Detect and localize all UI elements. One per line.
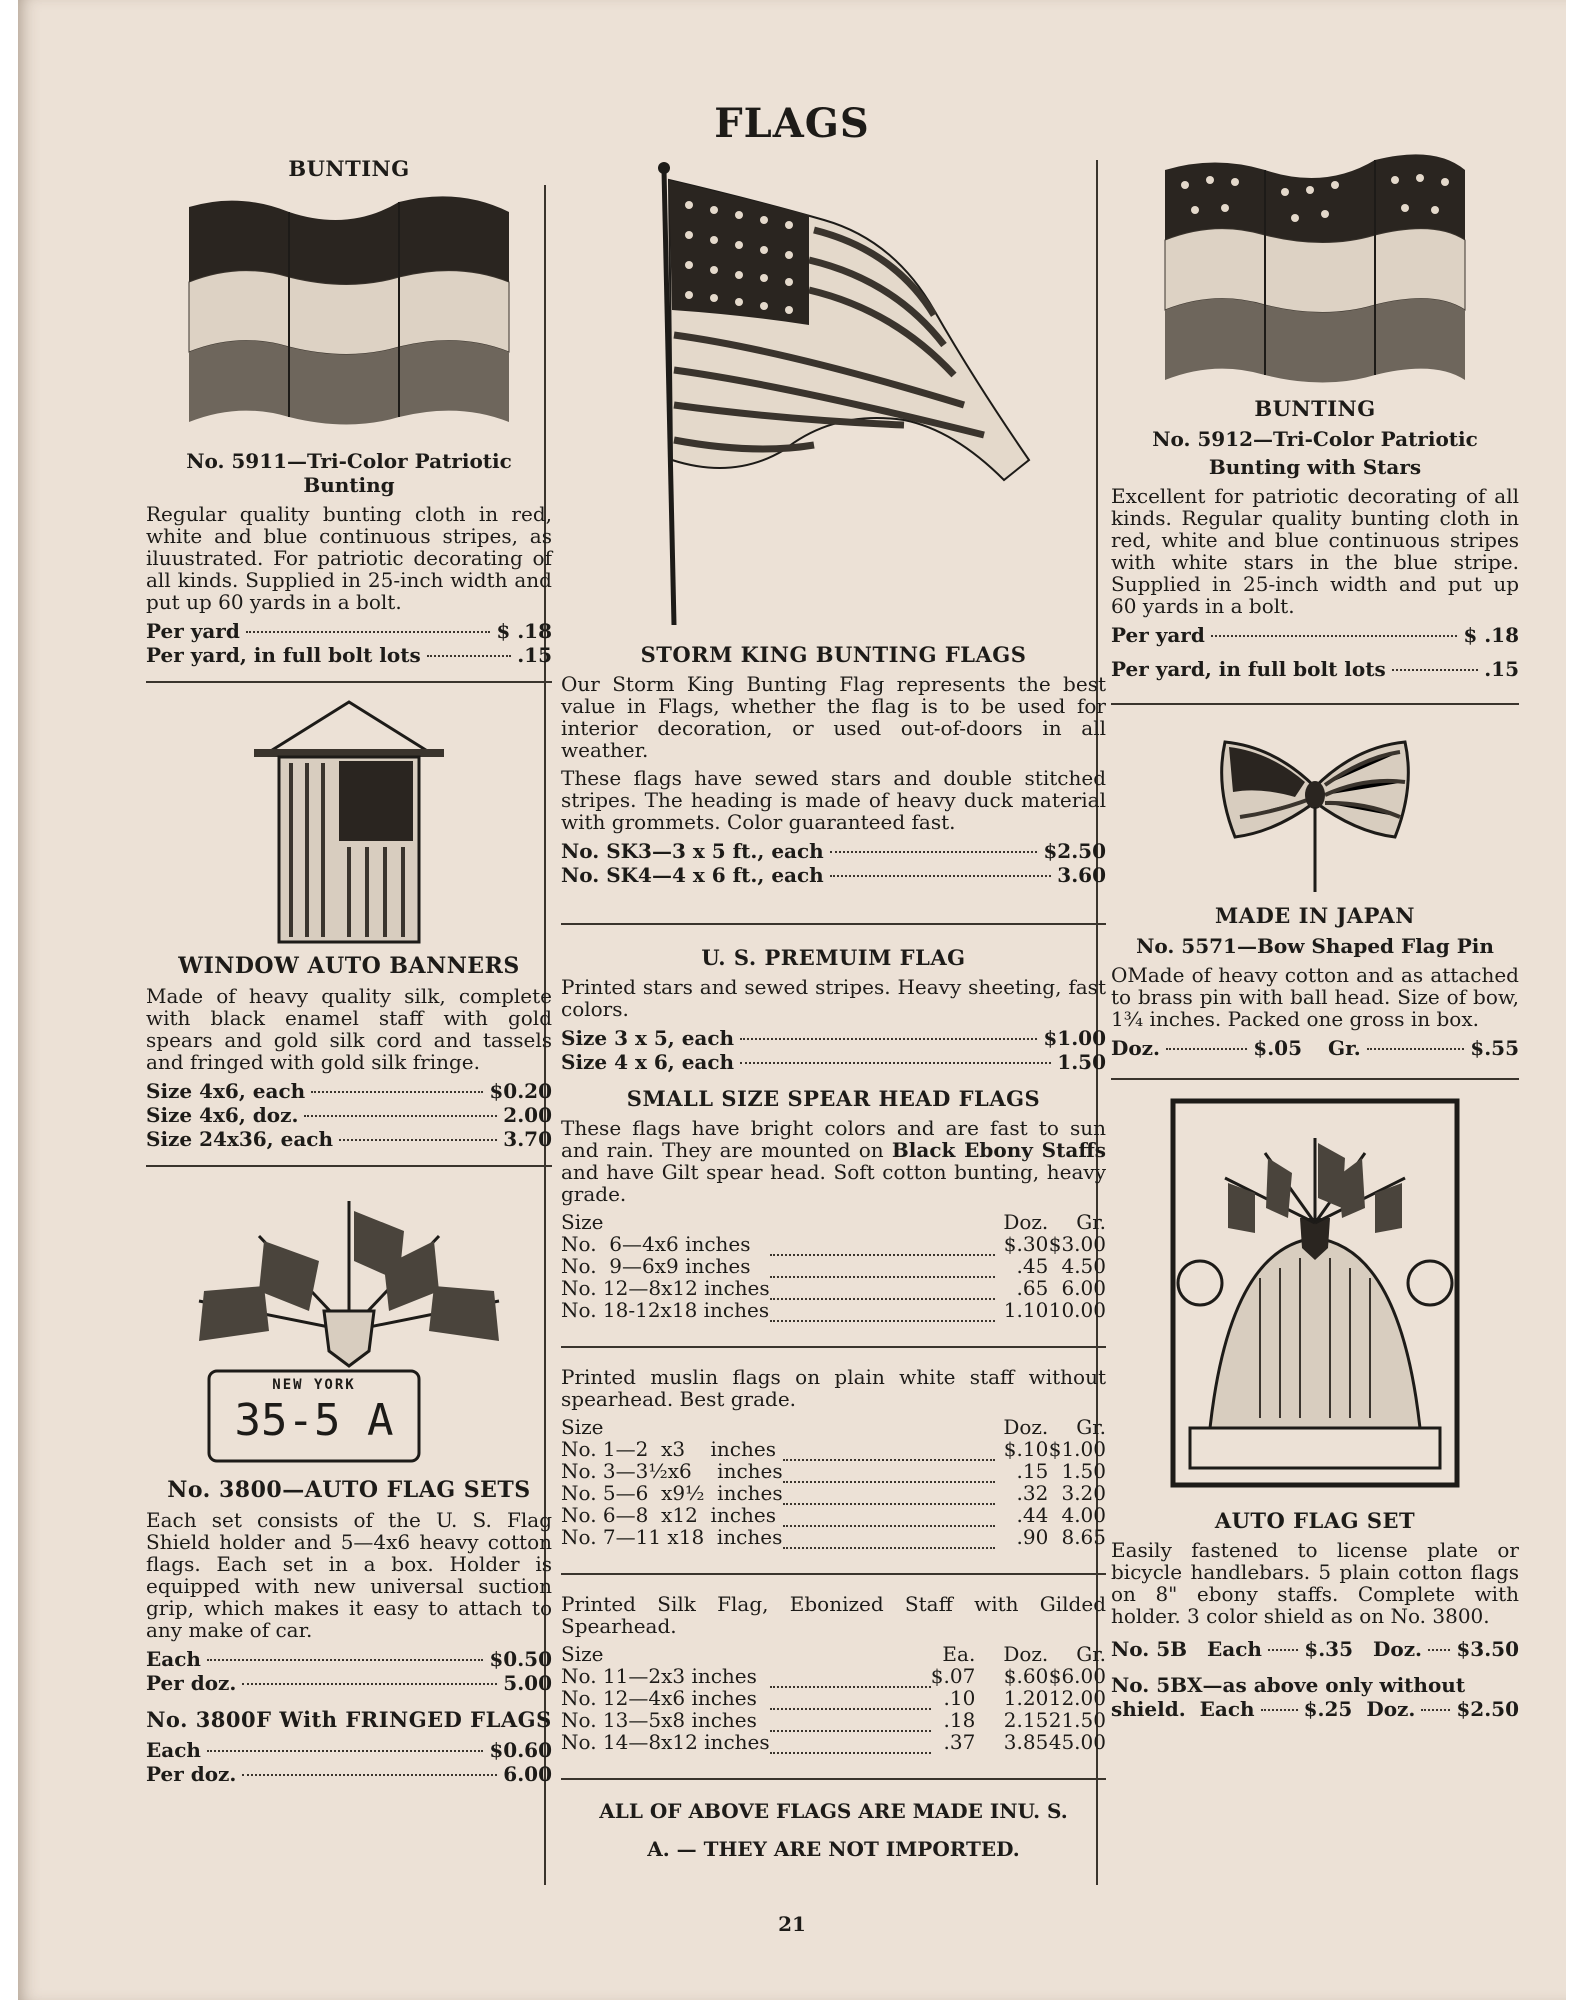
price-value: $1.00: [1043, 1026, 1106, 1050]
price-label: Size 3 x 5, each: [561, 1026, 735, 1050]
table-cell: 12.00: [1048, 1686, 1106, 1710]
page-title: FLAGS: [714, 100, 870, 147]
leader-dots: [740, 1038, 1037, 1040]
tricolor-bunting-image: [179, 187, 519, 437]
table-cell: .15: [1016, 1459, 1049, 1483]
item-5571-description: OMade of heavy cotton and as attached to brass pin with ball head. Size of bow, 1¾ inches. Packed one gross in box.: [1111, 963, 1519, 1031]
price-row: [146, 1647, 552, 1671]
price-label: Each: [146, 1647, 201, 1671]
price-row: [1366, 1697, 1519, 1721]
price-value: $0.50: [489, 1647, 552, 1671]
leader-dots: [1392, 669, 1478, 671]
price-label: Gr.: [1328, 1036, 1361, 1060]
price-label: Each: [1199, 1697, 1255, 1721]
table-cell: $6.00: [1048, 1664, 1106, 1688]
col-header: Doz.: [1003, 1210, 1049, 1234]
auto-flag-set-description: Easily fastened to license plate or bicycle handlebars. 5 plain cotton flags on 8" ebony staffs. Complete with holder. 3 color shield as on No. 3800.: [1111, 1538, 1519, 1628]
leader-dots: [1428, 1649, 1450, 1651]
spear-head-flags-heading: SMALL SIZE SPEAR HEAD FLAGS: [626, 1086, 1041, 1111]
price-value: $2.50: [1043, 839, 1106, 863]
footer-notice-line-1: ALL OF ABOVE FLAGS ARE MADE INU. S.: [599, 1799, 1068, 1823]
table-cell: .65: [1016, 1276, 1049, 1300]
col-header: Size: [561, 1210, 604, 1234]
price-label: Doz.: [1366, 1697, 1416, 1721]
price-label: Each: [146, 1738, 201, 1762]
price-row: [1328, 1036, 1519, 1060]
item-5912-title-line-1: No. 5912—Tri-Color Patriotic: [1152, 427, 1478, 451]
table-cell: No. 18-12x18 inches: [561, 1298, 770, 1322]
table-cell: .32: [1016, 1481, 1049, 1505]
column-right: [1111, 150, 1519, 1721]
table-row: [561, 1482, 1106, 1504]
price-value: 2.00: [503, 1103, 552, 1127]
table-cell: $.07: [930, 1664, 976, 1688]
column-center: [561, 160, 1106, 1868]
price-value: .15: [517, 643, 552, 667]
table-cell: 6.00: [1061, 1276, 1106, 1300]
price-value: $.05: [1253, 1036, 1302, 1060]
price-row: [1207, 1637, 1353, 1661]
section-divider: [561, 1573, 1106, 1575]
section-divider: [146, 1165, 552, 1167]
item-5b-number: No. 5B: [1111, 1637, 1188, 1661]
table-cell: $1.00: [1048, 1437, 1106, 1461]
table-cell: 3.85: [1003, 1730, 1049, 1754]
price-value: $ .18: [496, 619, 552, 643]
price-label: No. SK4—4 x 6 ft., each: [561, 863, 824, 887]
table-cell: .45: [1016, 1254, 1049, 1278]
item-5571-title: No. 5571—Bow Shaped Flag Pin: [1136, 934, 1494, 958]
price-value: 6.00: [503, 1762, 552, 1786]
auto-flag-set-illustration: [1170, 1098, 1460, 1488]
spear-desc-part-b: Black Ebony Staffs: [891, 1138, 1106, 1162]
window-auto-banners-heading: WINDOW AUTO BANNERS: [178, 953, 520, 979]
muslin-flags-table: [561, 1416, 1106, 1549]
table-row: [561, 1504, 1106, 1526]
table-row: [561, 1687, 1106, 1709]
price-row: [146, 1079, 552, 1103]
price-value: 5.00: [503, 1671, 552, 1695]
table-cell: .44: [1016, 1503, 1049, 1527]
leader-dots: [427, 655, 511, 657]
table-cell: 45.00: [1048, 1730, 1106, 1754]
item-5bx-prices: [1111, 1697, 1519, 1721]
auto-flag-set-heading: AUTO FLAG SET: [1214, 1508, 1416, 1533]
table-cell: No. 3—3½x6 inches: [561, 1459, 783, 1483]
table-row: [561, 1526, 1106, 1548]
table-cell: No. 12—4x6 inches: [561, 1686, 757, 1710]
table-cell: No. 5—6 x9½ inches: [561, 1481, 783, 1505]
column-left: [146, 150, 552, 1786]
table-cell: No. 7—11 x18 inches: [561, 1525, 783, 1549]
table-cell: $3.00: [1048, 1232, 1106, 1256]
price-value: $ .18: [1463, 623, 1519, 647]
table-header: [561, 1416, 1106, 1438]
col-header: Doz.: [1003, 1415, 1049, 1439]
table-cell: .37: [943, 1730, 976, 1754]
table-cell: $.60: [1003, 1664, 1049, 1688]
price-label: Per yard: [1111, 623, 1205, 647]
price-value: 1.50: [1057, 1050, 1106, 1074]
price-label: Each: [1207, 1637, 1262, 1661]
table-row: [561, 1299, 1106, 1321]
leader-dots: [242, 1774, 497, 1776]
spear-head-flags-description: [561, 1117, 1106, 1205]
price-value: .15: [1484, 657, 1519, 681]
storm-king-description-1: Our Storm King Bunting Flag represents the best value in Flags, whether the flag is to be used for interior decoration, or used out-of-doors in all weather.: [561, 672, 1106, 762]
table-cell: No. 12—8x12 inches: [561, 1276, 770, 1300]
section-divider: [146, 681, 552, 683]
table-row: [561, 1709, 1106, 1731]
item-3800-title: No. 3800—AUTO FLAG SETS: [167, 1477, 531, 1503]
premium-flag-heading: U. S. PREMUIM FLAG: [701, 945, 966, 970]
leader-dots: [1211, 635, 1457, 637]
table-row: [561, 1255, 1106, 1277]
table-cell: 1.20: [1003, 1686, 1049, 1710]
price-value: $.25: [1303, 1697, 1353, 1721]
table-cell: No. 1—2 x3 inches: [561, 1437, 776, 1461]
price-label: Size 4x6, each: [146, 1079, 306, 1103]
price-label: Size 4x6, doz.: [146, 1103, 299, 1127]
section-divider: [561, 923, 1106, 925]
table-cell: No. 6—4x6 inches: [561, 1232, 751, 1256]
table-cell: 4.00: [1061, 1503, 1106, 1527]
price-value: $0.20: [489, 1079, 552, 1103]
leader-dots: [304, 1115, 497, 1117]
price-row: [146, 1762, 552, 1786]
bunting-heading: BUNTING: [288, 156, 410, 181]
storm-king-flag-image: [634, 160, 1034, 630]
table-row: [561, 1731, 1106, 1753]
table-cell: 8.65: [1061, 1525, 1106, 1549]
storm-king-description-2: These flags have sewed stars and double stitched stripes. The heading is made of heavy duck material with grommets. Color guaranteed fast.: [561, 766, 1106, 834]
leader-dots: [246, 631, 490, 633]
table-cell: 1.10: [1003, 1298, 1049, 1322]
window-auto-banners-description: Made of heavy quality silk, complete with black enamel staff with gold spears and gold silk cord and tassels and fringed with gold silk fringe.: [146, 984, 552, 1074]
item-5911-description: Regular quality bunting cloth in red, white and blue continuous stripes, as iluustrated. For patriotic decorating of all kinds. Supplied in 25-inch width and put up 60 yards in a bolt.: [146, 502, 552, 614]
item-5912-title-line-2: Bunting with Stars: [1208, 455, 1422, 479]
price-row: [146, 643, 552, 667]
table-cell: 4.50: [1061, 1254, 1106, 1278]
table-header: [561, 1643, 1106, 1665]
col-header: Doz.: [1003, 1642, 1049, 1666]
item-5bx-line: No. 5BX—as above only without: [1111, 1673, 1466, 1697]
leader-dots: [207, 1659, 483, 1661]
col-header: Size: [561, 1415, 604, 1439]
col-header: Size: [561, 1642, 604, 1666]
price-label: No. SK3—3 x 5 ft., each: [561, 839, 824, 863]
leader-dots: [1268, 1649, 1298, 1651]
leader-dots: [242, 1683, 497, 1685]
price-label: Per yard, in full bolt lots: [1111, 657, 1386, 681]
price-row: [146, 1738, 552, 1762]
price-row: [1373, 1637, 1519, 1661]
table-row: [561, 1665, 1106, 1687]
price-label: Doz.: [1111, 1036, 1161, 1060]
catalog-page: [18, 0, 1566, 2000]
table-cell: 1.50: [1061, 1459, 1106, 1483]
table-cell: No. 6—8 x12 inches: [561, 1503, 776, 1527]
spear-desc-part-a: These flags have bright colors and are fast to sun and rain. They are mounted on: [561, 1116, 1106, 1162]
price-row: [146, 619, 552, 643]
price-value: $0.60: [489, 1738, 552, 1762]
leader-dots: [830, 851, 1038, 853]
leader-dots: [830, 875, 1052, 877]
page-number: 21: [778, 1912, 806, 1936]
silk-flags-description: Printed Silk Flag, Ebonized Staff with Gilded Spearhead.: [561, 1592, 1106, 1638]
muslin-flags-description: Printed muslin flags on plain white staff without spearhead. Best grade.: [561, 1365, 1106, 1411]
table-header: [561, 1211, 1106, 1233]
leader-dots: [1367, 1048, 1465, 1050]
window-banner-image: [249, 697, 449, 947]
section-divider: [561, 1346, 1106, 1348]
table-cell: 10.00: [1048, 1298, 1106, 1322]
item-3800-description: Each set consists of the U. S. Flag Shield holder and 5—4x6 heavy cotton flags. Each set in a box. Holder is equipped with new universal suction grip, which makes it easy to attach to any make of car.: [146, 1508, 552, 1642]
leader-dots: [311, 1091, 483, 1093]
item-3800f-title: No. 3800F With FRINGED FLAGS: [146, 1707, 552, 1732]
table-cell: No. 14—8x12 inches: [561, 1730, 770, 1754]
price-row: [561, 1050, 1106, 1074]
table-cell: .90: [1016, 1525, 1049, 1549]
leader-dots: [1421, 1709, 1450, 1711]
price-pair: [1111, 1036, 1519, 1060]
auto-flag-set-image: [169, 1181, 529, 1471]
table-cell: $.10: [1003, 1437, 1049, 1461]
price-label: Size 4 x 6, each: [561, 1050, 735, 1074]
table-cell: No. 9—6x9 inches: [561, 1254, 751, 1278]
made-in-japan-heading: MADE IN JAPAN: [1215, 903, 1415, 928]
leader-dots: [207, 1750, 483, 1752]
price-row: [1111, 657, 1519, 681]
price-label: Per yard, in full bolt lots: [146, 643, 421, 667]
silk-flags-table: [561, 1643, 1106, 1754]
price-row: [146, 1103, 552, 1127]
spear-head-flags-table: [561, 1211, 1106, 1322]
table-row: [561, 1460, 1106, 1482]
price-value: 3.70: [503, 1127, 552, 1151]
col-header: Gr.: [1076, 1210, 1106, 1234]
table-cell: .18: [943, 1708, 976, 1732]
spear-desc-part-c: and have Gilt spear head. Soft cotton bunting, heavy grade.: [561, 1160, 1106, 1206]
table-cell: .10: [943, 1686, 976, 1710]
table-cell: No. 11—2x3 inches: [561, 1664, 757, 1688]
table-cell: 3.20: [1061, 1481, 1106, 1505]
price-row: [1111, 623, 1519, 647]
leader-dots: [740, 1062, 1051, 1064]
price-value: $.55: [1470, 1036, 1519, 1060]
price-value: $2.50: [1456, 1697, 1520, 1721]
leader-dots: [1166, 1048, 1247, 1050]
table-row: [561, 1233, 1106, 1255]
price-row: [1111, 1036, 1302, 1060]
table-cell: $.30: [1003, 1232, 1049, 1256]
footer-notice-line-2: A. — THEY ARE NOT IMPORTED.: [647, 1837, 1020, 1861]
bow-flag-pin-image: [1215, 727, 1415, 897]
license-plate-number: 35-5 A: [234, 1395, 394, 1446]
storm-king-heading: STORM KING BUNTING FLAGS: [640, 642, 1027, 667]
price-row: [1200, 1697, 1353, 1721]
premium-flag-description: Printed stars and sewed stripes. Heavy sheeting, fast colors.: [561, 975, 1106, 1021]
table-cell: 2.15: [1003, 1708, 1049, 1732]
table-row: [561, 1277, 1106, 1299]
bunting-heading-right: BUNTING: [1254, 396, 1376, 421]
price-label: Per doz.: [146, 1762, 237, 1786]
table-row: [561, 1438, 1106, 1460]
section-divider: [561, 1778, 1106, 1780]
item-5911-title: No. 5911—Tri-Color Patriotic Bunting: [186, 449, 512, 497]
price-value: 3.60: [1057, 863, 1106, 887]
table-cell: 21.50: [1048, 1708, 1106, 1732]
col-header: Gr.: [1076, 1415, 1106, 1439]
col-header: Gr.: [1076, 1642, 1106, 1666]
item-5bx-shield: shield.: [1111, 1697, 1186, 1721]
price-label: Per doz.: [146, 1671, 237, 1695]
price-label: Size 24x36, each: [146, 1127, 334, 1151]
price-label: Per yard: [146, 619, 240, 643]
item-5b-prices: [1111, 1637, 1519, 1661]
price-label: Doz.: [1373, 1637, 1423, 1661]
price-row: [146, 1671, 552, 1695]
price-value: $.35: [1304, 1637, 1354, 1661]
price-row: [561, 839, 1106, 863]
leader-dots: [339, 1139, 497, 1141]
price-row: [561, 1026, 1106, 1050]
item-5912-description: Excellent for patriotic decorating of all kinds. Regular quality bunting cloth in red, white and blue continuous stripes with white stars in the blue stripe. Supplied in 25-inch width and put up 60 yards in a bolt.: [1111, 484, 1519, 618]
starred-bunting-image: [1155, 150, 1475, 390]
table-cell: No. 13—5x8 inches: [561, 1708, 757, 1732]
price-row: [561, 863, 1106, 887]
price-value: $3.50: [1456, 1637, 1520, 1661]
section-divider: [1111, 703, 1519, 705]
license-plate-state: NEW YORK: [272, 1377, 356, 1393]
leader-dots: [1261, 1709, 1298, 1711]
section-divider: [1111, 1078, 1519, 1080]
price-row: [146, 1127, 552, 1151]
col-header: Ea.: [942, 1642, 976, 1666]
